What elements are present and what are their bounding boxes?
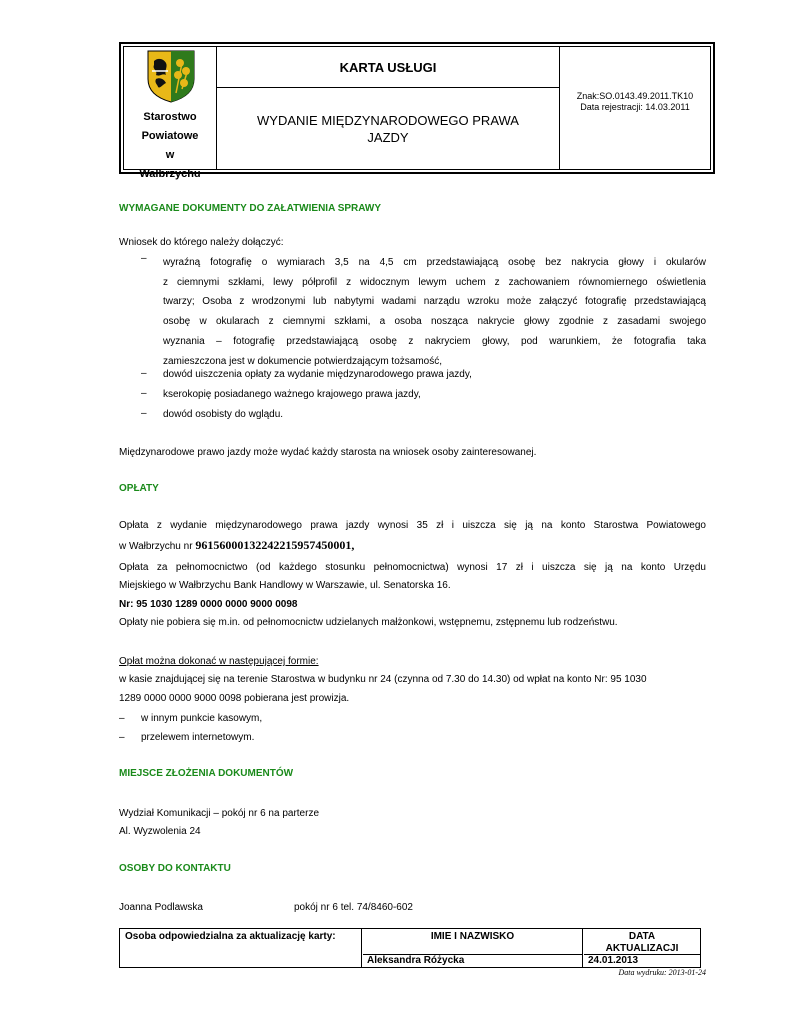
payment-item: przelewem internetowym.: [141, 732, 255, 743]
office-line: Powiatowe: [141, 130, 199, 142]
bullet-marker: –: [141, 368, 147, 379]
fee-poa-account-number: Nr: 95 1030 1289 0000 0000 9000 0098: [119, 599, 298, 610]
name-column-header: IMIE I NAZWISKO: [363, 929, 583, 955]
required-docs-intro: Wniosek do którego należy dołączyć:: [119, 237, 284, 248]
update-date: 24.01.2013: [588, 955, 639, 966]
photo-line: wyznania – fotografię przedstawiającą osobę z nakryciem głowy, pod warunkiem, że fotografia taka: [163, 335, 706, 347]
bullet-marker: –: [141, 388, 147, 399]
payment-form-heading: Opłat można dokonać w następującej formie:: [119, 656, 319, 667]
cash-desk-line: w kasie znajdującej się na terenie Starostwa w budynku nr 24 (czynna od 7.30 do 14.30) od wpłat na konto Nr: 95 1030: [119, 674, 647, 685]
place-line: Wydział Komunikacji – pokój nr 6 na parterze: [119, 808, 320, 819]
fee-license-account-number: 96156000132242215957450001,: [195, 538, 355, 552]
bullet-marker: –: [141, 408, 147, 419]
service-title-line: WYDANIE MIĘDZYNARODOWEGO PRAWA: [257, 112, 519, 128]
photo-line: twarzy; Osoba z wrodzonymi lub nabytymi wadami narządu wzroku może załączyć fotografię przedstawiającą: [163, 296, 706, 308]
fee-exemption: Opłaty nie pobiera się m.in. od pełnomocnictw udzielanych małżonkowi, wstępnemu, zstępnemu lub rodzeństwu.: [119, 617, 618, 628]
service-title: [217, 88, 559, 169]
photo-line: z ciemnymi szkłami, lewy półprofil z widocznym lewym uchem z zachowaniem równomiernego oświetlenia: [163, 276, 706, 288]
place-heading: MIEJSCE ZŁOŻENIA DOKUMENTÓW: [119, 768, 294, 779]
place-line: Al. Wyzwolenia 24: [119, 826, 201, 837]
print-date: Data wydruku: 2013-01-24: [618, 968, 706, 977]
bullet-marker: –: [119, 732, 125, 743]
office-name: [124, 108, 216, 184]
header-office-cell: [124, 47, 217, 180]
fee-poa-line: Opłata za pełnomocnictwo (od każdego stosunku pełnomocnictwa) wynosi 17 zł i uiszcza się ją na konto Urzędu: [119, 562, 706, 573]
responsible-label: Osoba odpowiedzialna za aktualizację karty:: [120, 929, 362, 967]
contact-heading: OSOBY DO KONTAKTU: [119, 863, 231, 874]
required-docs-heading: WYMAGANE DOKUMENTY DO ZAŁATWIENIA SPRAWY: [119, 203, 382, 214]
required-doc-item: dowód osobisty do wglądu.: [163, 409, 284, 420]
photo-line: wyraźną fotografię o wymiarach 3,5 na 4,5 cm przedstawiającą osobę bez nakrycia głowy i okularów: [163, 257, 706, 268]
fee-license-account-prefix: w Wałbrzychu nr: [119, 541, 196, 552]
payment-item: w innym punkcie kasowym,: [141, 713, 263, 724]
required-doc-item: dowód uiszczenia opłaty za wydanie międzynarodowego prawa jazdy,: [163, 369, 472, 380]
walbrzych-county-crest-icon: [146, 49, 196, 103]
responsible-name: Aleksandra Różycka: [363, 955, 583, 967]
header-sign-cell: [560, 47, 710, 169]
bullet-marker: –: [119, 713, 125, 724]
cash-desk-line: 1289 0000 0000 9000 0098 pobierana jest prowizja.: [119, 693, 350, 704]
photo-line: osobę w okularach z ciemnymi szkłami, a osoba nosząca nakrycie głowy zgodnie z zasadami swojego: [163, 316, 706, 328]
header-title-cell: [217, 47, 560, 169]
office-line: Wałbrzychu: [139, 168, 201, 180]
card-title: KARTA USŁUGI: [217, 47, 559, 88]
fee-license-line: Opłata z wydanie międzynarodowego prawa jazdy wynosi 35 zł i uiszcza się ją na konto Starostwa Powiatowego: [119, 520, 706, 531]
date-column-header: DATA AKTUALIZACJI: [584, 929, 700, 955]
photo-requirement: [163, 253, 706, 371]
registration-date: Data rejestracji: 14.03.2011: [580, 102, 690, 112]
contact-room-phone: pokój nr 6 tel. 74/8460-602: [294, 902, 413, 913]
fees-heading: OPŁATY: [119, 483, 159, 494]
service-title-line: JAZDY: [367, 129, 409, 145]
fee-license-account-line: [119, 539, 354, 553]
update-responsibility-table: [119, 928, 701, 968]
document-sign: Znak:SO.0143.49.2011.TK10: [576, 91, 694, 101]
bullet-marker: –: [141, 253, 147, 264]
office-line: Starostwo: [143, 111, 197, 123]
photo-line: zamieszczona jest w dokumencie potwierdzającym tożsamość,: [163, 355, 442, 367]
header-table: [119, 42, 715, 180]
required-doc-item: kserokopię posiadanego ważnego krajowego prawa jazdy,: [163, 389, 421, 400]
contact-name: Joanna Podlawska: [119, 902, 203, 913]
office-line: w: [165, 149, 175, 161]
fee-poa-bank-line: Miejskiego w Wałbrzychu Bank Handlowy w Warszawie, ul. Senatorska 16.: [119, 580, 451, 591]
issuing-note: Międzynarodowe prawo jazdy może wydać każdy starosta na wniosek osoby zainteresowanej.: [119, 447, 537, 458]
